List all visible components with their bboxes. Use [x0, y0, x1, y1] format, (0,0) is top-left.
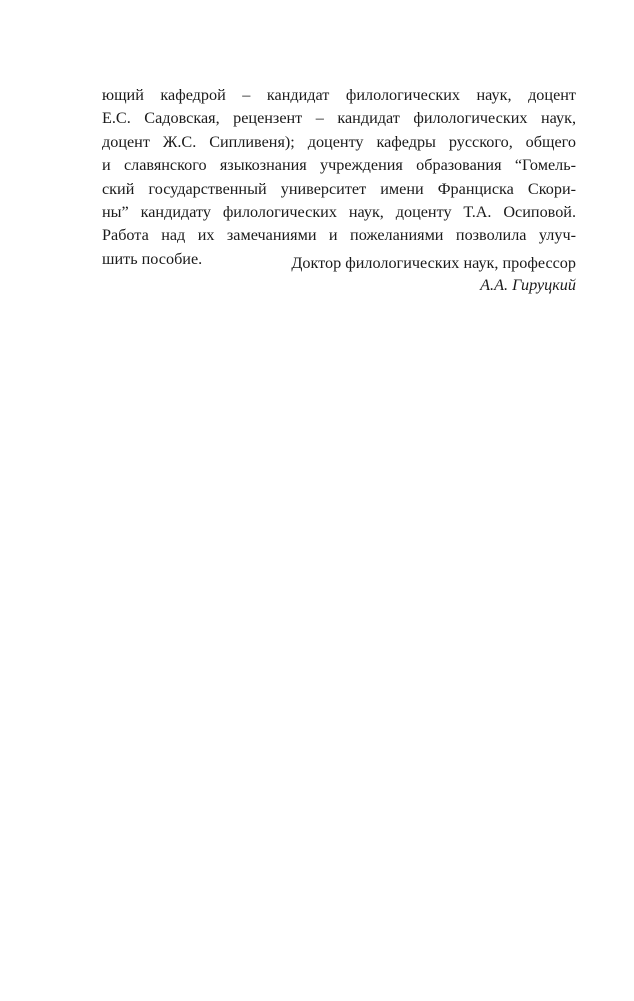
paragraph-line: ский государственный университет имени Франциска Скори- [102, 179, 576, 198]
signature-name: А.А. Гируцкий [480, 276, 576, 294]
paragraph-line: Работа над их замечаниями и пожеланиями позволила улуч- [102, 226, 576, 245]
paragraph-line: шить пособие. [102, 249, 203, 268]
signature-title: Доктор филологических наук, профессор [291, 254, 576, 272]
paragraph-line: доцент Ж.С. Сипливеня); доценту кафедры русского, общего [102, 132, 576, 151]
signature-block [291, 252, 576, 296]
paragraph-line: Е.С. Садовская, рецензент – кандидат филологических наук, [102, 109, 576, 128]
body-paragraph [102, 84, 576, 271]
paragraph-line: и славянского языкознания учреждения образования “Гомель- [102, 156, 576, 175]
paragraph-line: ны” кандидату филологических наук, доценту Т.А. Осиповой. [102, 203, 576, 222]
paragraph-line: ющий кафедрой – кандидат филологических наук, доцент [102, 86, 576, 104]
